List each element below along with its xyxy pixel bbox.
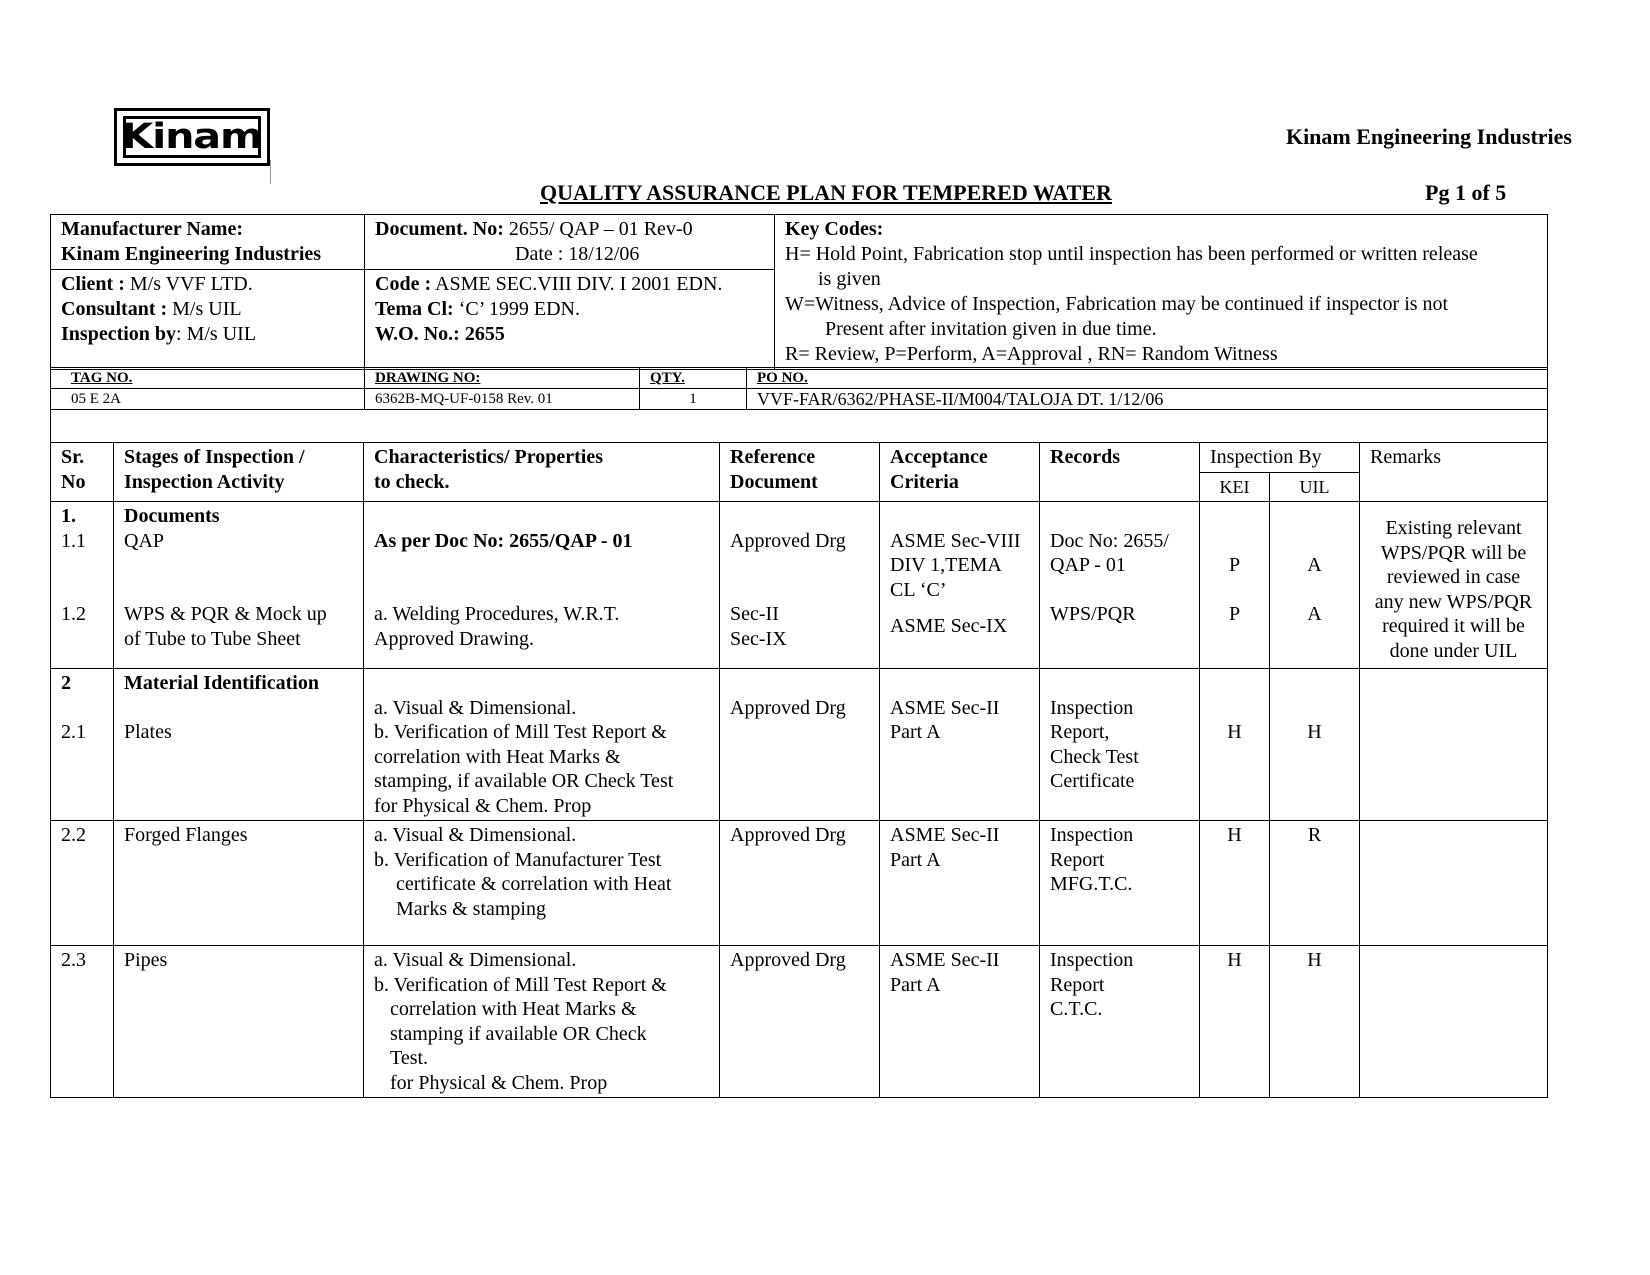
col-stages: Stages of Inspection / Inspection Activity [114, 443, 364, 502]
tag-table [50, 367, 1548, 410]
row3-sr: 2.2 [51, 821, 114, 946]
row2-characteristics: a. Visual & Dimensional. b. Verification of Mill Test Report & correlation with Heat Marks & stamping, if available OR Check Test for Physical & Chem. Prop [364, 669, 720, 821]
code-label: Code : [375, 273, 432, 295]
row4-reference: Approved Drg [720, 946, 880, 1098]
key-code-witness: W=Witness, Advice of Inspection, Fabrication may be continued if inspector is not [785, 293, 1449, 315]
row4-records: Inspection Report C.T.C. [1040, 946, 1200, 1098]
tag-value: 05 E 2A [51, 389, 365, 410]
row4-uil: H [1270, 946, 1360, 1098]
table-row [51, 821, 1548, 946]
key-code-hold-cont: is given [818, 268, 881, 290]
row3-remarks [1360, 821, 1548, 946]
manufacturer-value: Kinam Engineering Industries [61, 243, 322, 265]
client-cell [51, 270, 365, 370]
row2-kei: H [1200, 669, 1270, 821]
row2-reference: Approved Drg [720, 669, 880, 821]
row2-uil: H [1270, 669, 1360, 821]
table-row [51, 669, 1548, 821]
client-value: M/s VVF LTD. [124, 273, 253, 295]
inspection-label: Inspection by [61, 323, 177, 345]
wo-value: 2655 [459, 323, 505, 345]
manufacturer-cell [51, 215, 365, 270]
document-cell [365, 215, 775, 270]
table-row [51, 502, 1548, 669]
col-uil: UIL [1270, 472, 1360, 502]
key-code-witness-cont: Present after invitation given in due time. [825, 318, 1157, 340]
code-cell [365, 270, 775, 370]
inspection-table [50, 442, 1548, 1098]
row4-kei: H [1200, 946, 1270, 1098]
key-code-review: R= Review, P=Perform, A=Approval , RN= Random Witness [785, 343, 1278, 365]
inspection-value: : M/s UIL [176, 323, 257, 345]
row1-characteristics: As per Doc No: 2655/QAP - 01 a. Welding Procedures, W.R.T. Approved Drawing. [364, 502, 720, 669]
row4-characteristics: a. Visual & Dimensional. b. Verification of Mill Test Report & correlation with Heat Marks & stamping if available OR Check Test. for Physical & Chem. Prop [364, 946, 720, 1098]
col-characteristics: Characteristics/ Properties to check. [364, 443, 720, 502]
row3-characteristics: a. Visual & Dimensional. b. Verification of Manufacturer Test certificate & correlation with Heat Marks & stamping [364, 821, 720, 946]
page-number: Pg 1 of 5 [1425, 180, 1507, 205]
logo-mark-line [270, 160, 271, 184]
tag-value-row [51, 389, 1548, 410]
col-sr-no: Sr. No [51, 443, 114, 502]
row1-stage: Documents QAP WPS & PQR & Mock up of Tube to Tube Sheet [114, 502, 364, 669]
document-label: Document. No: [375, 218, 504, 240]
col-kei: KEI [1200, 472, 1270, 502]
col-reference: Reference Document [720, 443, 880, 502]
row1-uil: A A [1270, 502, 1360, 669]
company-name: Kinam Engineering Industries [1285, 124, 1572, 149]
qty-label: QTY. [650, 370, 685, 386]
wo-label: W.O. No.: [375, 323, 460, 345]
row4-acceptance: ASME Sec-II Part A [880, 946, 1040, 1098]
key-codes-label: Key Codes: [785, 218, 884, 240]
row3-stage: Forged Flanges [114, 821, 364, 946]
qty-value: 1 [640, 389, 747, 410]
consultant-label: Consultant : [61, 298, 168, 320]
row3-reference: Approved Drg [720, 821, 880, 946]
row1-records: Doc No: 2655/ QAP - 01 WPS/PQR [1040, 502, 1200, 669]
col-records: Records [1040, 443, 1200, 502]
header-info-table [50, 214, 1548, 370]
tag-label: TAG NO. [71, 370, 133, 386]
col-acceptance: Acceptance Criteria [880, 443, 1040, 502]
key-code-hold: H= Hold Point, Fabrication stop until inspection has been performed or written release [785, 243, 1478, 265]
spacer-row [50, 410, 1548, 442]
client-label: Client : [61, 273, 125, 295]
row4-stage: Pipes [114, 946, 364, 1098]
row1-remarks: Existing relevant WPS/PQR will be reviewed in case any new WPS/PQR required it will be done under UIL [1360, 502, 1548, 669]
row3-kei: H [1200, 821, 1270, 946]
key-codes-cell [775, 215, 1548, 370]
row3-acceptance: ASME Sec-II Part A [880, 821, 1040, 946]
po-value: VVF-FAR/6362/PHASE-II/M004/TALOJA DT. 1/12/06 [747, 389, 1548, 410]
row1-kei: P P [1200, 502, 1270, 669]
tema-label: Tema Cl: [375, 298, 454, 320]
row2-records: Inspection Report, Check Test Certificate [1040, 669, 1200, 821]
company-logo [114, 108, 270, 166]
row3-records: Inspection Report MFG.T.C. [1040, 821, 1200, 946]
row1-sr: 1. 1.1 1.2 [51, 502, 114, 669]
tema-value: ‘C’ 1999 EDN. [453, 298, 580, 320]
row1-acceptance: ASME Sec-VIII DIV 1,TEMA CL ‘C’ ASME Sec-IX [880, 502, 1040, 669]
drawing-label: DRAWING NO: [375, 370, 481, 386]
row1-reference: Approved Drg Sec-II Sec-IX [720, 502, 880, 669]
drawing-value: 6362B-MQ-UF-0158 Rev. 01 [365, 389, 640, 410]
row4-remarks [1360, 946, 1548, 1098]
row2-sr: 2 2.1 [51, 669, 114, 821]
table-row [51, 946, 1548, 1098]
document-value: 2655/ QAP – 01 Rev-0 [503, 218, 693, 240]
col-remarks: Remarks [1360, 443, 1548, 502]
logo-text: Kinam [121, 116, 263, 157]
row4-sr: 2.3 [51, 946, 114, 1098]
col-inspection-by: Inspection By [1200, 443, 1360, 473]
consultant-value: M/s UIL [167, 298, 242, 320]
document-date: Date : 18/12/06 [515, 243, 640, 265]
row2-remarks [1360, 669, 1548, 821]
tag-label-row [51, 368, 1548, 389]
logo-frame [123, 116, 261, 158]
manufacturer-label: Manufacturer Name: [61, 218, 243, 240]
column-header-row [51, 443, 1548, 473]
row3-uil: R [1270, 821, 1360, 946]
code-value: ASME SEC.VIII DIV. I 2001 EDN. [431, 273, 723, 295]
row2-stage: Material Identification Plates [114, 669, 364, 821]
po-label: PO NO. [757, 370, 808, 386]
document-title: QUALITY ASSURANCE PLAN FOR TEMPERED WATER [540, 180, 1112, 205]
row2-acceptance: ASME Sec-II Part A [880, 669, 1040, 821]
info-row-1 [51, 215, 1548, 270]
